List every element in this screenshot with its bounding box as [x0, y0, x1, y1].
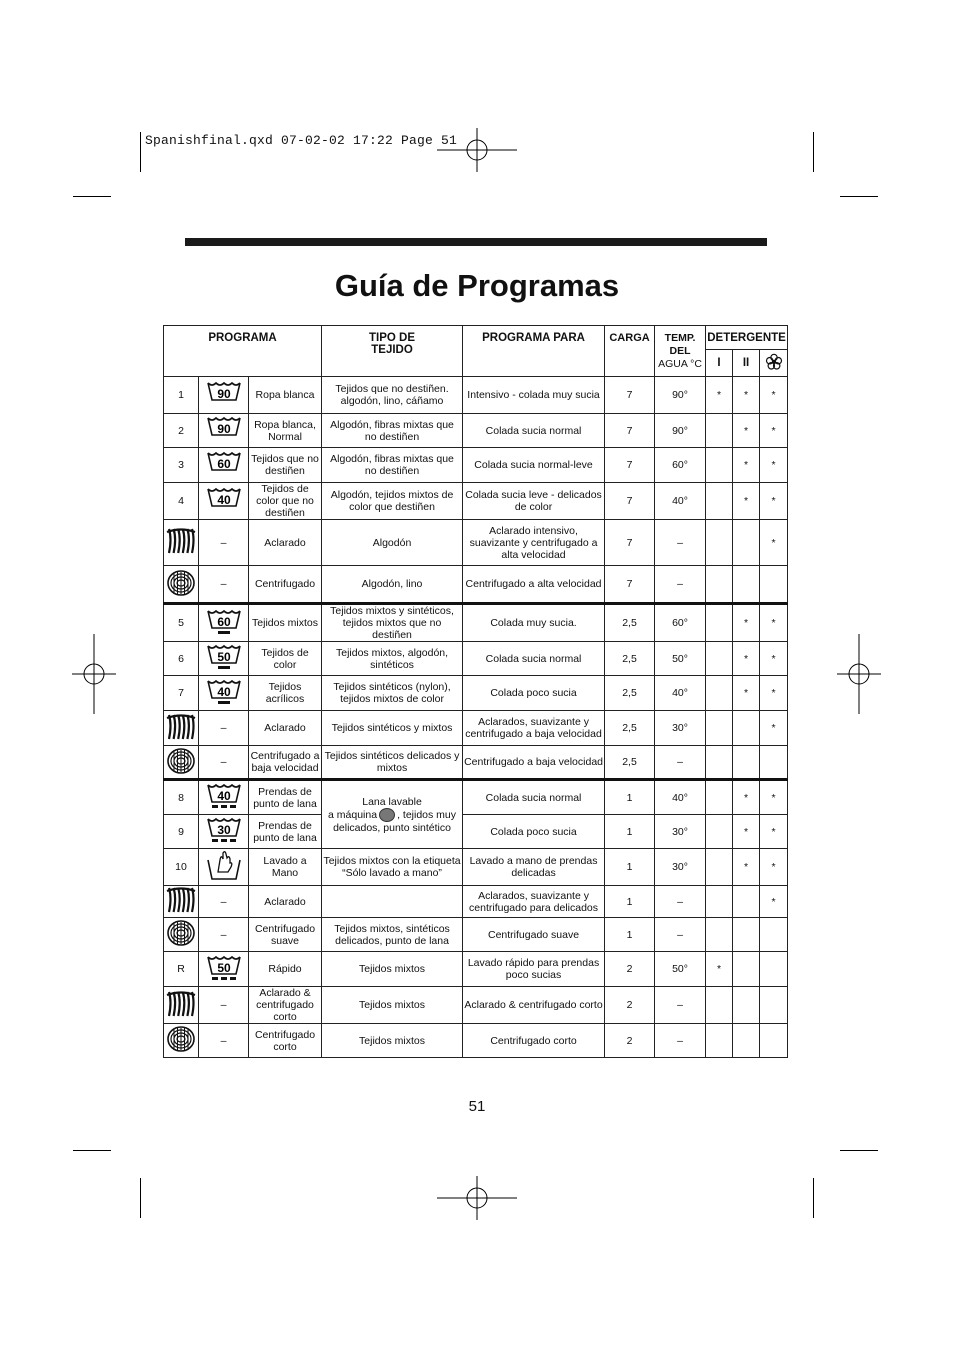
wool-ball-icon [379, 808, 395, 822]
registration-mark-right [837, 634, 881, 714]
program-number-dash: – [199, 566, 249, 604]
svg-text:60: 60 [216, 614, 231, 629]
programa-para: Colada poco sucia [463, 815, 605, 849]
softener-mark [760, 566, 788, 604]
rinse-icon [166, 886, 196, 917]
detergent-i-mark [706, 918, 733, 952]
tipo-tejido: Tejidos sintéticos delicados y mixtos [322, 746, 463, 780]
lana-line1: Lana lavable [362, 795, 422, 808]
softener-mark [760, 1024, 788, 1058]
detergent-i-mark [706, 676, 733, 711]
program-number: 6 [164, 642, 199, 676]
detergent-i-mark [706, 483, 733, 520]
carga-value: 2,5 [605, 711, 655, 746]
program-guide-table [163, 325, 788, 1058]
tipo-tejido: Algodón, fibras mixtas que no destiñen [322, 414, 463, 448]
tipo-tejido: Tejidos sintéticos y mixtos [322, 711, 463, 746]
table-row [164, 604, 788, 642]
programa-para: Colada sucia normal [463, 414, 605, 448]
softener-mark: * [760, 711, 788, 746]
programa-para: Lavado rápido para prendas poco sucias [463, 952, 605, 987]
detergent-ii-mark: * [733, 377, 760, 414]
program-symbol-cell [164, 520, 199, 566]
program-number: 8 [164, 780, 199, 815]
header-temp-line1: TEMP. [664, 331, 696, 344]
programa-para: Aclarados, suavizante y centrifugado para delicados [463, 886, 605, 918]
table-row [164, 520, 788, 566]
programa-para: Centrifugado suave [463, 918, 605, 952]
header-programa: PROGRAMA [164, 326, 322, 377]
table-row [164, 676, 788, 711]
temp-value: – [655, 520, 706, 566]
header-tipo-tejido [322, 326, 463, 377]
program-symbol-cell [164, 886, 199, 918]
detergent-ii-mark: * [733, 815, 760, 849]
detergent-ii-mark: * [733, 780, 760, 815]
rinse-icon [166, 527, 196, 558]
carga-value: 2 [605, 952, 655, 987]
program-name: Prendas de punto de lana [249, 815, 322, 849]
carga-value: 1 [605, 780, 655, 815]
temp-value: 90° [655, 414, 706, 448]
program-number-dash: – [199, 987, 249, 1024]
spin-icon [166, 919, 196, 950]
detergent-ii-mark [733, 886, 760, 918]
softener-mark [760, 918, 788, 952]
temp-value: 30° [655, 849, 706, 886]
program-number: 1 [164, 377, 199, 414]
svg-text:40: 40 [216, 789, 231, 803]
programa-para: Aclarados, suavizante y centrifugado a baja velocidad [463, 711, 605, 746]
detergent-i-mark [706, 604, 733, 642]
detergent-i-mark [706, 566, 733, 604]
carga-value: 2,5 [605, 642, 655, 676]
page-number: 51 [468, 1098, 486, 1115]
program-number-dash: – [199, 520, 249, 566]
temp-value: – [655, 1024, 706, 1058]
program-symbol-cell [199, 377, 249, 414]
program-symbol-cell [199, 448, 249, 483]
tipo-tejido: Tejidos mixtos [322, 952, 463, 987]
program-name: Tejidos mixtos [249, 604, 322, 642]
temp-value: – [655, 566, 706, 604]
table-row [164, 987, 788, 1024]
program-symbol-cell [199, 483, 249, 520]
program-symbol-cell [199, 952, 249, 987]
program-number-dash: – [199, 886, 249, 918]
program-number: 2 [164, 414, 199, 448]
program-symbol-cell [164, 1024, 199, 1058]
wash-tub-40-dashed-icon [206, 781, 242, 814]
tipo-tejido: Algodón [322, 520, 463, 566]
program-symbol-cell [164, 918, 199, 952]
programa-para: Colada sucia leve - delicados de color [463, 483, 605, 520]
carga-value: 7 [605, 414, 655, 448]
tipo-tejido: Tejidos mixtos [322, 987, 463, 1024]
program-number: 3 [164, 448, 199, 483]
programa-para: Colada muy sucia. [463, 604, 605, 642]
file-slug: Spanishfinal.qxd 07-02-02 17:22 Page 51 [145, 133, 458, 148]
program-name: Aclarado [249, 886, 322, 918]
softener-mark [760, 952, 788, 987]
softener-mark: * [760, 520, 788, 566]
program-symbol-cell [164, 746, 199, 780]
detergent-i-mark [706, 987, 733, 1024]
registration-mark-left [72, 634, 116, 714]
header-det-ii: II [733, 350, 760, 377]
softener-mark [760, 987, 788, 1024]
detergent-i-mark [706, 849, 733, 886]
table-row [164, 849, 788, 886]
program-name: Centrifugado corto [249, 1024, 322, 1058]
softener-mark: * [760, 886, 788, 918]
spin-icon [166, 1025, 196, 1056]
header-carga: CARGA [605, 326, 655, 377]
tipo-tejido: Tejidos mixtos con la etiqueta “Sólo lavado a mano” [322, 849, 463, 886]
tipo-tejido [322, 886, 463, 918]
program-number: 7 [164, 676, 199, 711]
program-name: Tejidos de color [249, 642, 322, 676]
table-row [164, 886, 788, 918]
tipo-tejido: Algodón, lino [322, 566, 463, 604]
svg-text:90: 90 [216, 386, 231, 401]
header-tipo-line1: TIPO DE [369, 332, 416, 344]
detergent-ii-mark: * [733, 483, 760, 520]
program-name: Ropa blanca, Normal [249, 414, 322, 448]
carga-value: 7 [605, 377, 655, 414]
carga-value: 1 [605, 849, 655, 886]
tipo-tejido: Algodón, tejidos mixtos de color que destiñen [322, 483, 463, 520]
program-number-dash: – [199, 711, 249, 746]
registration-mark-bottom [437, 1176, 517, 1220]
detergent-ii-mark [733, 987, 760, 1024]
program-name: Centrifugado [249, 566, 322, 604]
temp-value: 60° [655, 604, 706, 642]
table-row [164, 377, 788, 414]
program-number: R [164, 952, 199, 987]
wash-tub-40-bar-icon [206, 677, 242, 710]
program-name: Tejidos que no destiñen [249, 448, 322, 483]
table-row [164, 918, 788, 952]
program-number: 5 [164, 604, 199, 642]
spin-icon [166, 569, 196, 600]
temp-value: 90° [655, 377, 706, 414]
program-rows [164, 377, 788, 1058]
program-symbol-cell [164, 566, 199, 604]
table-row [164, 711, 788, 746]
detergent-ii-mark [733, 746, 760, 780]
svg-text:50: 50 [216, 960, 231, 975]
svg-text:50: 50 [216, 650, 231, 664]
detergent-i-mark [706, 1024, 733, 1058]
carga-value: 2 [605, 1024, 655, 1058]
detergent-ii-mark [733, 711, 760, 746]
program-number: 9 [164, 815, 199, 849]
temp-value: – [655, 746, 706, 780]
svg-text:90: 90 [216, 422, 231, 436]
hand-wash-icon [206, 850, 242, 885]
programa-para: Colada sucia normal [463, 780, 605, 815]
softener-mark: * [760, 448, 788, 483]
table-row [164, 746, 788, 780]
table-row [164, 483, 788, 520]
detergent-ii-mark: * [733, 642, 760, 676]
detergent-ii-mark [733, 952, 760, 987]
wash-tub-50-bar-icon [206, 642, 242, 675]
detergent-i-mark [706, 448, 733, 483]
detergent-i-mark [706, 886, 733, 918]
temp-value: 60° [655, 448, 706, 483]
softener-mark: * [760, 414, 788, 448]
tipo-tejido: Algodón, fibras mixtas que no destiñen [322, 448, 463, 483]
programa-para: Centrifugado corto [463, 1024, 605, 1058]
carga-value: 7 [605, 448, 655, 483]
wash-tub-30-dashed-icon [206, 815, 242, 848]
program-name: Rápido [249, 952, 322, 987]
header-tipo-line2: TEJIDO [371, 344, 413, 356]
carga-value: 2,5 [605, 676, 655, 711]
header-det-softener [760, 350, 788, 377]
carga-value: 2,5 [605, 746, 655, 780]
program-symbol-cell [164, 711, 199, 746]
program-symbol-cell [199, 604, 249, 642]
temp-value: 30° [655, 815, 706, 849]
program-symbol-cell [199, 414, 249, 448]
program-name: Prendas de punto de lana [249, 780, 322, 815]
softener-mark: * [760, 377, 788, 414]
temp-value: 50° [655, 642, 706, 676]
detergent-ii-mark: * [733, 849, 760, 886]
tipo-tejido: Tejidos mixtos, sintéticos delicados, punto de lana [322, 918, 463, 952]
registration-mark-top [437, 128, 517, 172]
softener-mark: * [760, 642, 788, 676]
temp-value: – [655, 886, 706, 918]
tipo-tejido: Tejidos mixtos, algodón, sintéticos [322, 642, 463, 676]
lana-line2b: , tejidos muy delicados, punto sintético [333, 808, 457, 834]
table-row [164, 780, 788, 815]
detergent-ii-mark [733, 918, 760, 952]
page-title: Guía de Programas [334, 268, 620, 303]
carga-value: 7 [605, 520, 655, 566]
softener-mark: * [760, 815, 788, 849]
carga-value: 7 [605, 566, 655, 604]
wash-tub-90-icon [206, 379, 242, 412]
program-number: 10 [164, 849, 199, 886]
svg-text:60: 60 [216, 456, 231, 471]
program-name: Ropa blanca [249, 377, 322, 414]
temp-value: 30° [655, 711, 706, 746]
temp-value: 40° [655, 483, 706, 520]
tipo-tejido-lana [322, 780, 463, 849]
detergent-i-mark [706, 520, 733, 566]
temp-value: 40° [655, 780, 706, 815]
softener-mark: * [760, 676, 788, 711]
detergent-ii-mark [733, 566, 760, 604]
temp-value: 50° [655, 952, 706, 987]
detergent-ii-mark: * [733, 448, 760, 483]
programa-para: Aclarado & centrifugado corto [463, 987, 605, 1024]
program-name: Aclarado [249, 520, 322, 566]
header-temp-line2: DEL [669, 344, 691, 357]
program-symbol-cell [199, 815, 249, 849]
detergent-i-mark: * [706, 952, 733, 987]
program-name: Lavado a Mano [249, 849, 322, 886]
detergent-i-mark: * [706, 377, 733, 414]
programa-para: Centrifugado a baja velocidad [463, 746, 605, 780]
carga-value: 1 [605, 918, 655, 952]
carga-value: 2 [605, 987, 655, 1024]
wash-tub-60-icon [206, 449, 242, 482]
program-symbol-cell [199, 780, 249, 815]
detergent-ii-mark [733, 1024, 760, 1058]
wash-tub-50-dashed-icon [206, 953, 242, 986]
program-number-dash: – [199, 1024, 249, 1058]
softener-mark: * [760, 604, 788, 642]
detergent-ii-mark: * [733, 676, 760, 711]
spin-icon [166, 747, 196, 778]
header-programa-para: PROGRAMA PARA [463, 326, 605, 377]
table-row [164, 642, 788, 676]
program-symbol-cell [199, 849, 249, 886]
detergent-i-mark [706, 815, 733, 849]
rinse-icon [166, 713, 196, 744]
detergent-ii-mark: * [733, 414, 760, 448]
table-row [164, 566, 788, 604]
detergent-i-mark [706, 414, 733, 448]
header-temp [655, 326, 706, 377]
program-name: Aclarado [249, 711, 322, 746]
lana-line2a: a máquina [328, 808, 378, 821]
program-number-dash: – [199, 918, 249, 952]
wash-tub-90-icon [206, 414, 242, 447]
softener-mark: * [760, 849, 788, 886]
tipo-tejido: Tejidos sintéticos (nylon), tejidos mixtos de color [322, 676, 463, 711]
program-name: Centrifugado a baja velocidad [249, 746, 322, 780]
detergent-ii-mark [733, 520, 760, 566]
carga-value: 2,5 [605, 604, 655, 642]
softener-mark: * [760, 780, 788, 815]
svg-text:30: 30 [216, 823, 231, 837]
table-row [164, 815, 788, 849]
program-symbol-cell [199, 676, 249, 711]
program-symbol-cell [164, 987, 199, 1024]
programa-para: Colada sucia normal-leve [463, 448, 605, 483]
detergent-ii-mark: * [733, 604, 760, 642]
program-name: Centrifugado suave [249, 918, 322, 952]
rinse-icon [166, 990, 196, 1021]
svg-text:40: 40 [216, 492, 231, 507]
program-number: 4 [164, 483, 199, 520]
header-detergente: DETERGENTE [706, 326, 788, 350]
table-row [164, 414, 788, 448]
programa-para: Colada poco sucia [463, 676, 605, 711]
wash-tub-60-bar-icon [206, 607, 242, 640]
program-name: Aclarado & centrifugado corto [249, 987, 322, 1024]
wash-tub-40-icon [206, 485, 242, 518]
program-symbol-cell [199, 642, 249, 676]
tipo-tejido: Tejidos mixtos [322, 1024, 463, 1058]
detergent-i-mark [706, 780, 733, 815]
programa-para: Colada sucia normal [463, 642, 605, 676]
softener-mark: * [760, 483, 788, 520]
programa-para: Intensivo - colada muy sucia [463, 377, 605, 414]
carga-value: 1 [605, 886, 655, 918]
programa-para: Centrifugado a alta velocidad [463, 566, 605, 604]
programa-para: Lavado a mano de prendas delicadas [463, 849, 605, 886]
program-name: Tejidos acrílicos [249, 676, 322, 711]
softener-flower-icon [765, 353, 783, 371]
header-temp-line3: AGUA °C [658, 357, 702, 370]
header-det-i: I [706, 350, 733, 377]
table-row [164, 448, 788, 483]
table-row [164, 952, 788, 987]
program-name: Tejidos de color que no destiñen [249, 483, 322, 520]
softener-mark [760, 746, 788, 780]
tipo-tejido: Tejidos que no destiñen. algodón, lino, cáñamo [322, 377, 463, 414]
temp-value: 40° [655, 676, 706, 711]
carga-value: 1 [605, 815, 655, 849]
detergent-i-mark [706, 642, 733, 676]
detergent-i-mark [706, 746, 733, 780]
header-rule [185, 238, 767, 246]
temp-value: – [655, 987, 706, 1024]
tipo-tejido: Tejidos mixtos y sintéticos, tejidos mixtos que no destiñen [322, 604, 463, 642]
temp-value: – [655, 918, 706, 952]
detergent-i-mark [706, 711, 733, 746]
svg-text:40: 40 [216, 684, 231, 699]
programa-para: Aclarado intensivo, suavizante y centrifugado a alta velocidad [463, 520, 605, 566]
table-row [164, 1024, 788, 1058]
program-number-dash: – [199, 746, 249, 780]
carga-value: 7 [605, 483, 655, 520]
